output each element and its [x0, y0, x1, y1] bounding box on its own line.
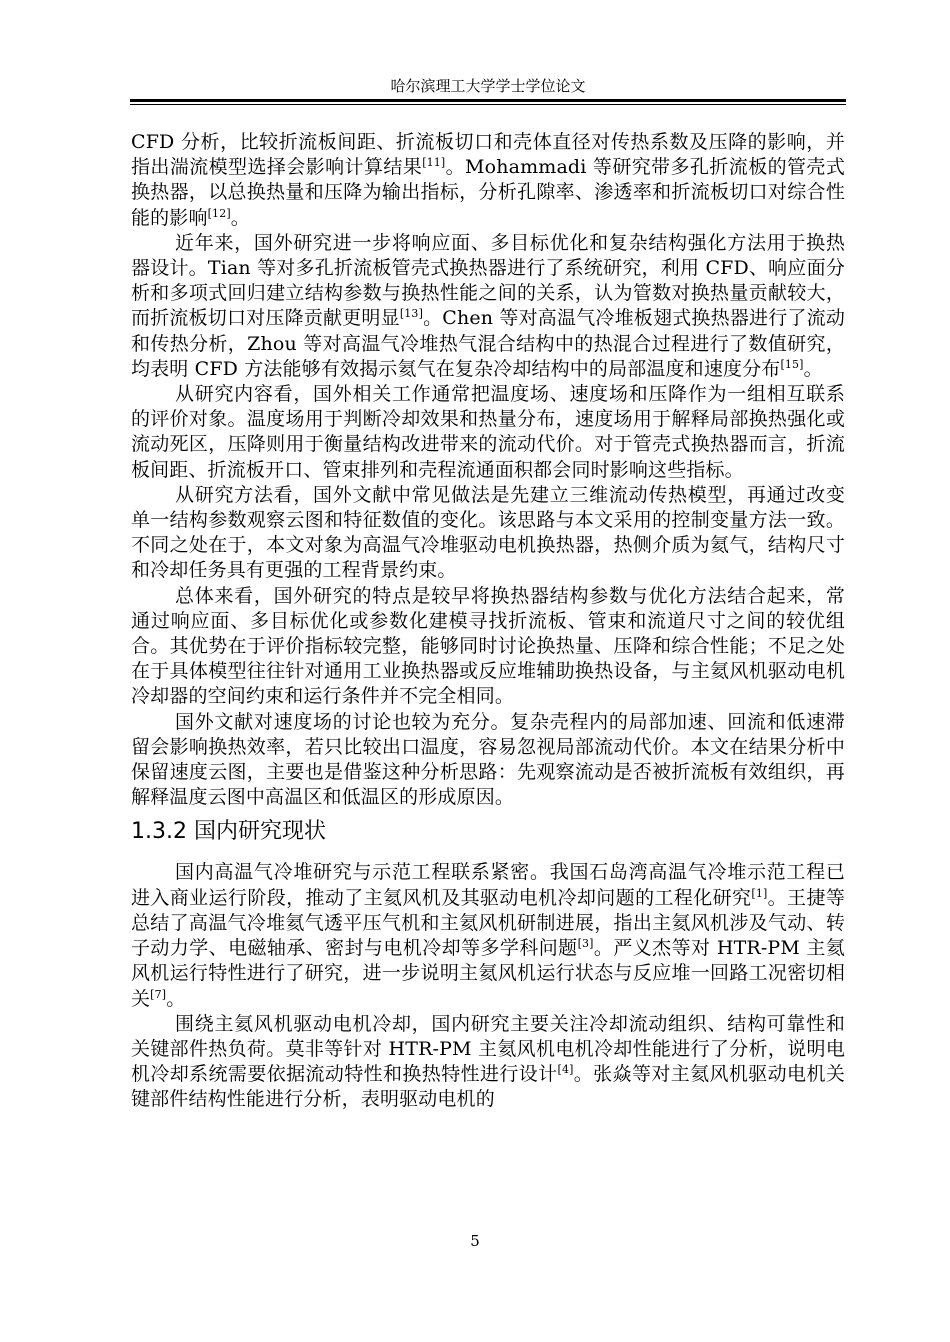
- paragraph: 围绕主氦风机驱动电机冷却，国内研究主要关注冷却流动组织、结构可靠性和关键部件热负荷。莫非等针对 HTR-PM 主氦风机电机冷却性能进行了分析，说明电机冷却系统需要依据流动特性和换热特性进行设计[4]。张焱等对主氦风机驱动电机关键部件结构性能进行分析，表明驱动电机的: [131, 1012, 845, 1111]
- citation: [12]: [207, 206, 231, 220]
- body-text: [131, 130, 845, 1113]
- paragraph: 国外文献对速度场的讨论也较为充分。复杂壳程内的局部加速、回流和低速滞留会影响换热效率，若只比较出口温度，容易忽视局部流动代价。本文在结果分析中保留速度云图，主要也是借鉴这种分析思路：先观察流动是否被折流板有效组织，再解释温度云图中高温区和低温区的形成原因。: [131, 710, 845, 809]
- paragraph: 国内高温气冷堆研究与示范工程联系紧密。我国石岛湾高温气冷堆示范工程已进入商业运行阶段，推动了主氦风机及其驱动电机冷却问题的工程化研究[1]。王捷等总结了高温气冷堆氦气透平压气机和主氦风机研制进展，指出主氦风机涉及气动、转子动力学、电磁轴承、密封与电机冷却等多学科问题[3]。严义杰等对 HTR-PM 主氦风机运行特性进行了研究，进一步说明主氦风机运行状态与反应堆一回路工况密切相关[7]。: [131, 861, 845, 1010]
- paragraph: 从研究内容看，国外相关工作通常把温度场、速度场和压降作为一组相互联系的评价对象。温度场用于判断冷却效果和热量分布，速度场用于解释局部换热强化或流动死区，压降则用于衡量结构改进带来的流动代价。对于管壳式换热器而言，折流板间距、折流板开口、管束排列和壳程流通面积都会同时影响这些指标。: [131, 383, 845, 481]
- paragraph: 从研究方法看，国外文献中常见做法是先建立三维流动传热模型，再通过改变单一结构参数观察云图和特征数值的变化。该思路与本文采用的控制变量方法一致。不同之处在于，本文对象为高温气冷堆驱动电机换热器，热侧介质为氦气，结构尺寸和冷却任务具有更强的工程背景约束。: [131, 483, 845, 582]
- page-number: 5: [470, 1232, 480, 1250]
- paragraph: 近年来，国外研究进一步将响应面、多目标优化和复杂结构强化方法用于换热器设计。Tian 等对多孔折流板管壳式换热器进行了系统研究，利用 CFD、响应面分析和多项式回归建立结构参数与换热性能之间的关系，认为管数对换热量贡献较大，而折流板切口对压降贡献更明显[13]。Chen 等对高温气冷堆板翅式换热器进行了流动和传热分析，Zhou 等对高温气冷堆热气混合结构中的热混合过程进行了数值研究，均表明 CFD 方法能够有效揭示氦气在复杂冷却结构中的局部温度和速度分布[15]。: [131, 231, 845, 380]
- citation: [1]: [751, 886, 768, 900]
- citation: [3]: [577, 937, 594, 951]
- section-heading: 1.3.2 国内研究现状: [131, 819, 326, 845]
- header-rule-thin: [130, 104, 846, 105]
- citation: [7]: [150, 987, 167, 1001]
- paragraph: 总体来看，国外研究的特点是较早将换热器结构参数与优化方法结合起来，常通过响应面、多目标优化或参数化建模寻找折流板、管束和流道尺寸之间的较优组合。其优势在于评价指标较完整，能够同时讨论换热量、压降和综合性能；不足之处在于具体模型往往针对通用工业换热器或反应堆辅助换热设备，与主氦风机驱动电机冷却器的空间约束和运行条件并不完全相同。: [131, 584, 845, 708]
- header-rule-thick: [130, 99, 846, 102]
- citation: [4]: [557, 1063, 574, 1077]
- paragraph: CFD 分析，比较折流板间距、折流板切口和壳体直径对传热系数及压降的影响，并指出湍流模型选择会影响计算结果[11]。Mohammadi 等研究带多孔折流板的管壳式换热器，以总换热量和压降为输出指标，分析孔隙率、渗透率和折流板切口对综合性能的影响[12]。: [131, 131, 845, 229]
- citation: [15]: [780, 357, 804, 371]
- citation: [13]: [399, 307, 424, 321]
- running-header: 哈尔滨理工大学学士学位论文: [390, 77, 586, 95]
- citation: [11]: [422, 156, 446, 170]
